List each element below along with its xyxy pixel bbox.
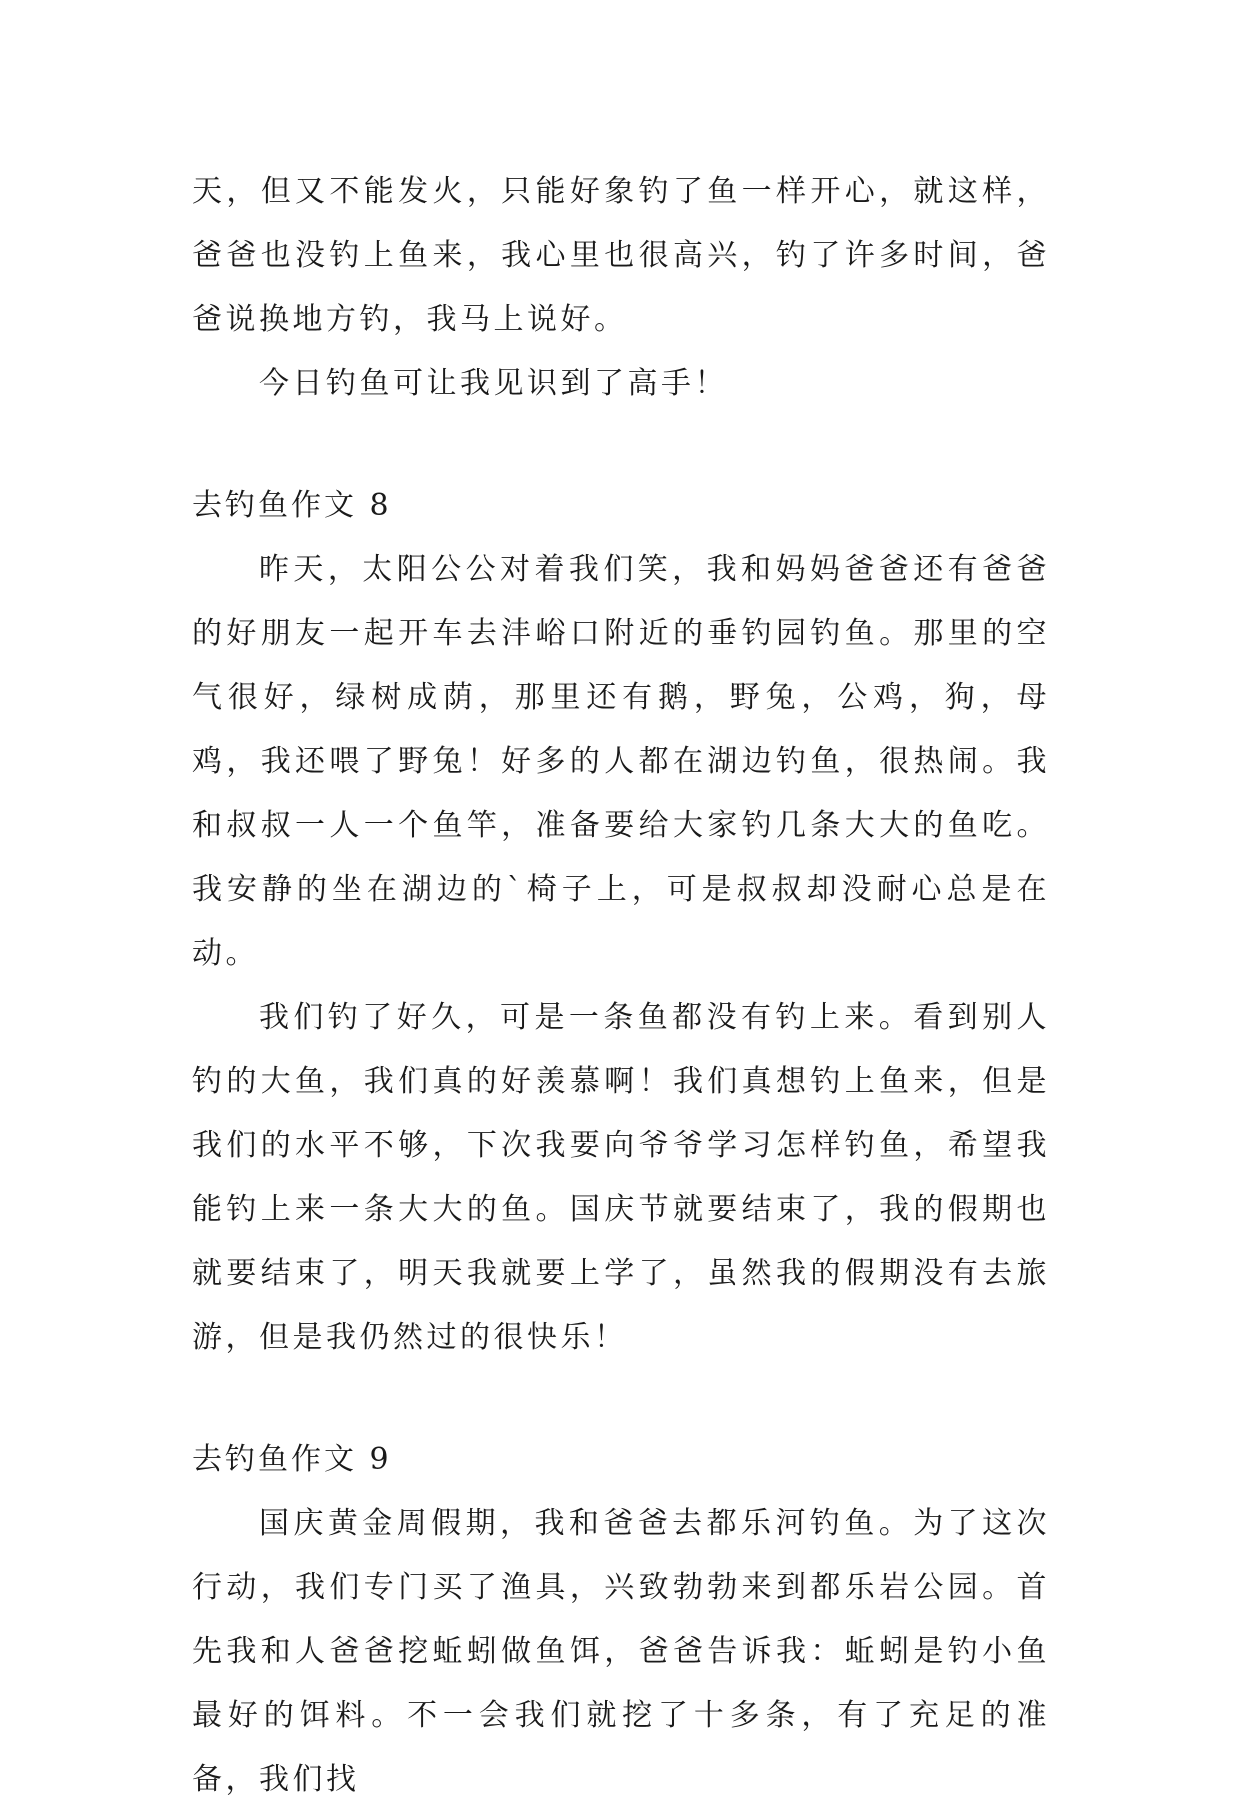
paragraph-essay8-2: 我们钓了好久，可是一条鱼都没有钓上来。看到别人钓的大鱼，我们真的好羡慕啊！我们真想钓上鱼来，但是我们的水平不够，下次我要向爷爷学习怎样钓鱼，希望我能钓上来一条大大的鱼。国庆节就要结束了，我的假期也就要结束了，明天我就要上学了，虽然我的假期没有去旅游，但是我仍然过的很快乐！ xyxy=(192,1000,1050,1355)
section-heading-9: 去钓鱼作文 9 xyxy=(192,1442,392,1477)
paragraph-essay9-1: 国庆黄金周假期，我和爸爸去都乐河钓鱼。为了这次行动，我们专门买了渔具，兴致勃勃来到都乐岩公园。首先我和人爸爸挖蚯蚓做鱼饵，爸爸告诉我：蚯蚓是钓小鱼最好的饵料。不一会我们就挖了十多条，有了充足的准备，我们找 xyxy=(192,1506,1050,1797)
section-heading-8: 去钓鱼作文 8 xyxy=(192,488,392,523)
document-page xyxy=(192,160,1050,1812)
paragraph-essay8-1: 昨天，太阳公公对着我们笑，我和妈妈爸爸还有爸爸的好朋友一起开车去沣峪口附近的垂钓园钓鱼。那里的空气很好，绿树成荫，那里还有鹅，野兔，公鸡，狗，母鸡，我还喂了野兔！好多的人都在湖边钓鱼，很热闹。我和叔叔一人一个鱼竿，准备要给大家钓几条大大的鱼吃。我安静的坐在湖边的`椅子上，可是叔叔却没耐心总是在动。 xyxy=(192,552,1050,971)
paragraph-continued: 天，但又不能发火，只能好象钓了鱼一样开心，就这样，爸爸也没钓上鱼来，我心里也很高兴，钓了许多时间，爸爸说换地方钓，我马上说好。 xyxy=(192,174,1050,337)
paragraph-closing-remark: 今日钓鱼可让我见识到了高手！ xyxy=(259,366,728,401)
